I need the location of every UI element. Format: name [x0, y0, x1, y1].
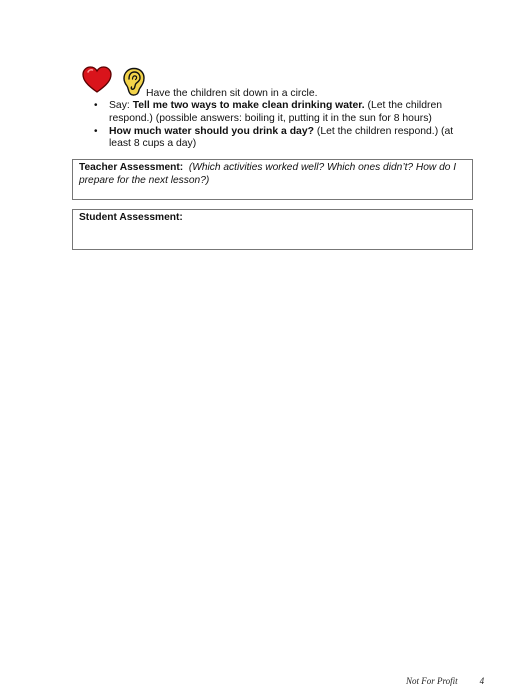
list-item: • How much water should you drink a day? (Let the children respond.) (at least 8 cups a day) — [94, 125, 454, 150]
footer-text: Not For Profit — [406, 676, 458, 686]
teacher-assessment-box[interactable] — [72, 159, 473, 200]
ear-icon — [122, 67, 146, 97]
page-number: 4 — [479, 676, 485, 686]
heart-icon — [82, 66, 112, 94]
teacher-assessment-label: Teacher Assessment: — [79, 162, 184, 173]
bullet-icon: • — [94, 100, 98, 111]
page-footer — [406, 676, 484, 686]
discussion-questions — [94, 100, 464, 151]
list-item: • Say: Tell me two ways to make clean drinking water. (Let the children respond.) (possible answers: boiling it, putting it in the sun for 8 hours) — [94, 100, 443, 124]
intro-instruction: Have the children sit down in a circle. — [146, 88, 318, 99]
teacher-assessment-hint: (Which activities worked well? Which ones didn’t? How do I prepare for the next lesson?) — [79, 162, 457, 186]
activity-icons — [82, 66, 148, 98]
student-assessment-box[interactable] — [72, 209, 473, 250]
student-assessment-label: Student Assessment: — [79, 212, 183, 223]
bullet-icon: • — [94, 125, 98, 137]
